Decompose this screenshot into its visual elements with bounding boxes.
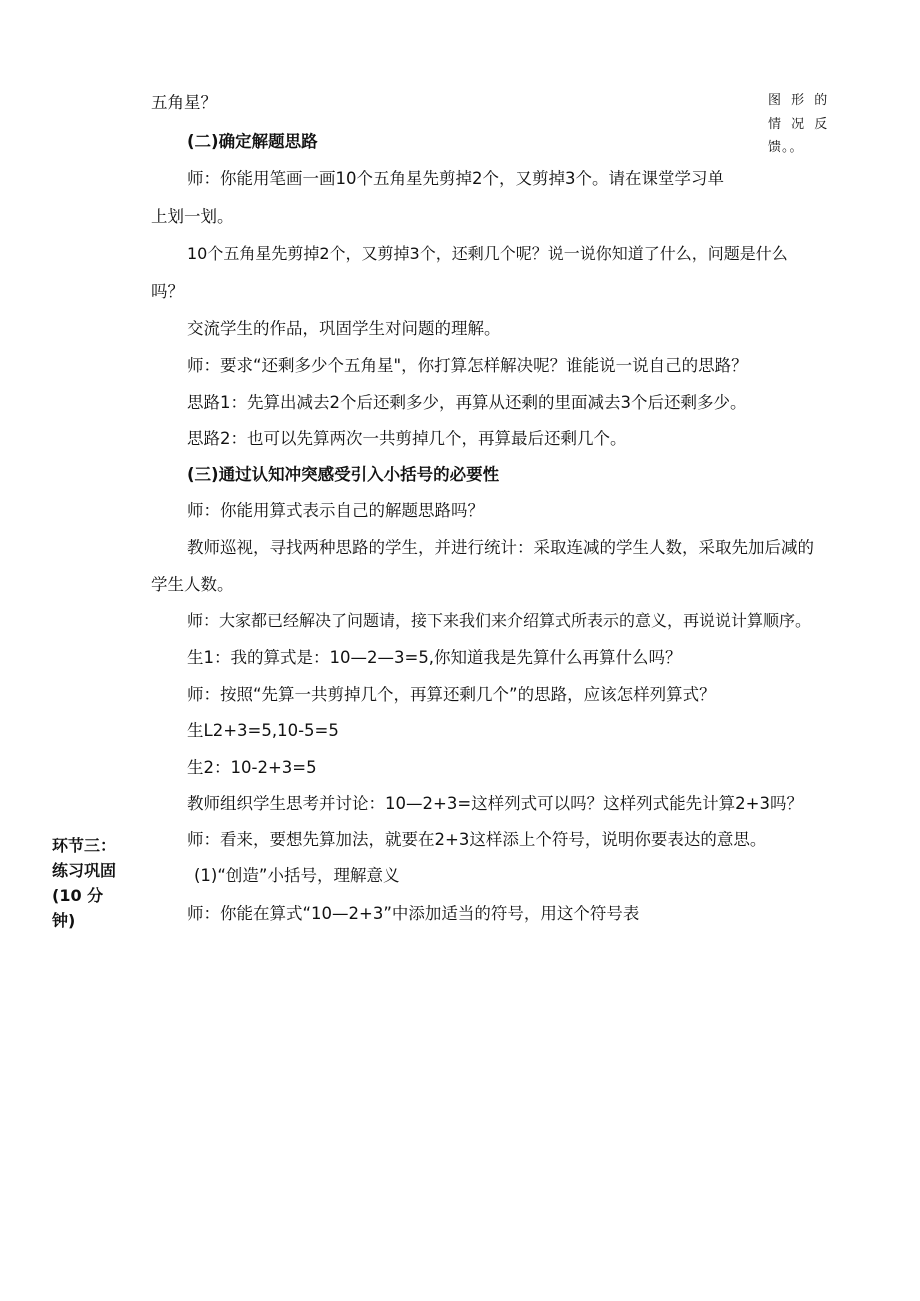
text-line: 交流学生的作品，巩固学生对问题的理解。 <box>187 319 501 338</box>
section-label-line: 环节三： <box>52 836 117 855</box>
text-line: 生1：我的算式是：10—2—3=5,你知道我是先算什么再算什么吗？ <box>187 648 682 667</box>
text-line: 五角星？ <box>151 93 217 112</box>
text-line: 吗？ <box>151 282 184 301</box>
side-note-line: 图 形 的 <box>768 93 831 108</box>
subheading: (二)确定解题思路 <box>187 132 318 151</box>
text-line: 教师组织学生思考并讨论：10—2+3=这样列式可以吗？这样列式能先计算2+3吗？ <box>187 794 803 813</box>
text-line: 师：要求“还剩多少个五角星"，你打算怎样解决呢？谁能说一说自己的思路？ <box>187 356 748 375</box>
section-label-line: 练习巩固 <box>52 861 117 880</box>
text-line: 思路1：先算出减去2个后还剩多少，再算从还剩的里面减去3个后还剩多少。 <box>187 393 747 412</box>
text-line: 10个五角星先剪掉2个，又剪掉3个，还剩几个呢？说一说你知道了什么，问题是什么 <box>187 244 788 263</box>
text-line: 思路2：也可以先算两次一共剪掉几个，再算最后还剩几个。 <box>187 429 627 448</box>
text-line: 上划一划。 <box>151 207 234 226</box>
side-note-line: 情 况 反 <box>768 117 831 132</box>
text-line: 师：你能用笔画一画10个五角星先剪掉2个，又剪掉3个。请在课堂学习单 <box>187 169 724 188</box>
text-line: 师：你能用算式表示自己的解题思路吗？ <box>187 501 484 520</box>
section-label-line: 钟) <box>52 911 76 930</box>
text-line: 师：大家都已经解决了问题请，接下来我们来介绍算式所表示的意义，再说说计算顺序。 <box>187 611 812 630</box>
text-line: 生2：10-2+3=5 <box>187 758 317 777</box>
text-line: (1)“创造”小括号，理解意义 <box>194 866 400 885</box>
subheading: (三)通过认知冲突感受引入小括号的必要性 <box>187 465 500 484</box>
text-line: 教师巡视，寻找两种思路的学生，并进行统计：采取连减的学生人数，采取先加后减的 <box>187 538 814 557</box>
text-line: 师：按照“先算一共剪掉几个，再算还剩几个”的思路，应该怎样列算式？ <box>187 685 716 704</box>
side-note-line: 馈。。 <box>768 140 804 155</box>
text-line: 学生人数。 <box>151 575 234 594</box>
section-label-line: (10 分 <box>52 886 104 905</box>
text-line: 师：你能在算式“10—2+3”中添加适当的符号，用这个符号表 <box>187 904 640 923</box>
text-line: 师：看来，要想先算加法，就要在2+3这样添上个符号，说明你要表达的意思。 <box>187 830 767 849</box>
text-line: 生L2+3=5,10-5=5 <box>187 721 339 740</box>
